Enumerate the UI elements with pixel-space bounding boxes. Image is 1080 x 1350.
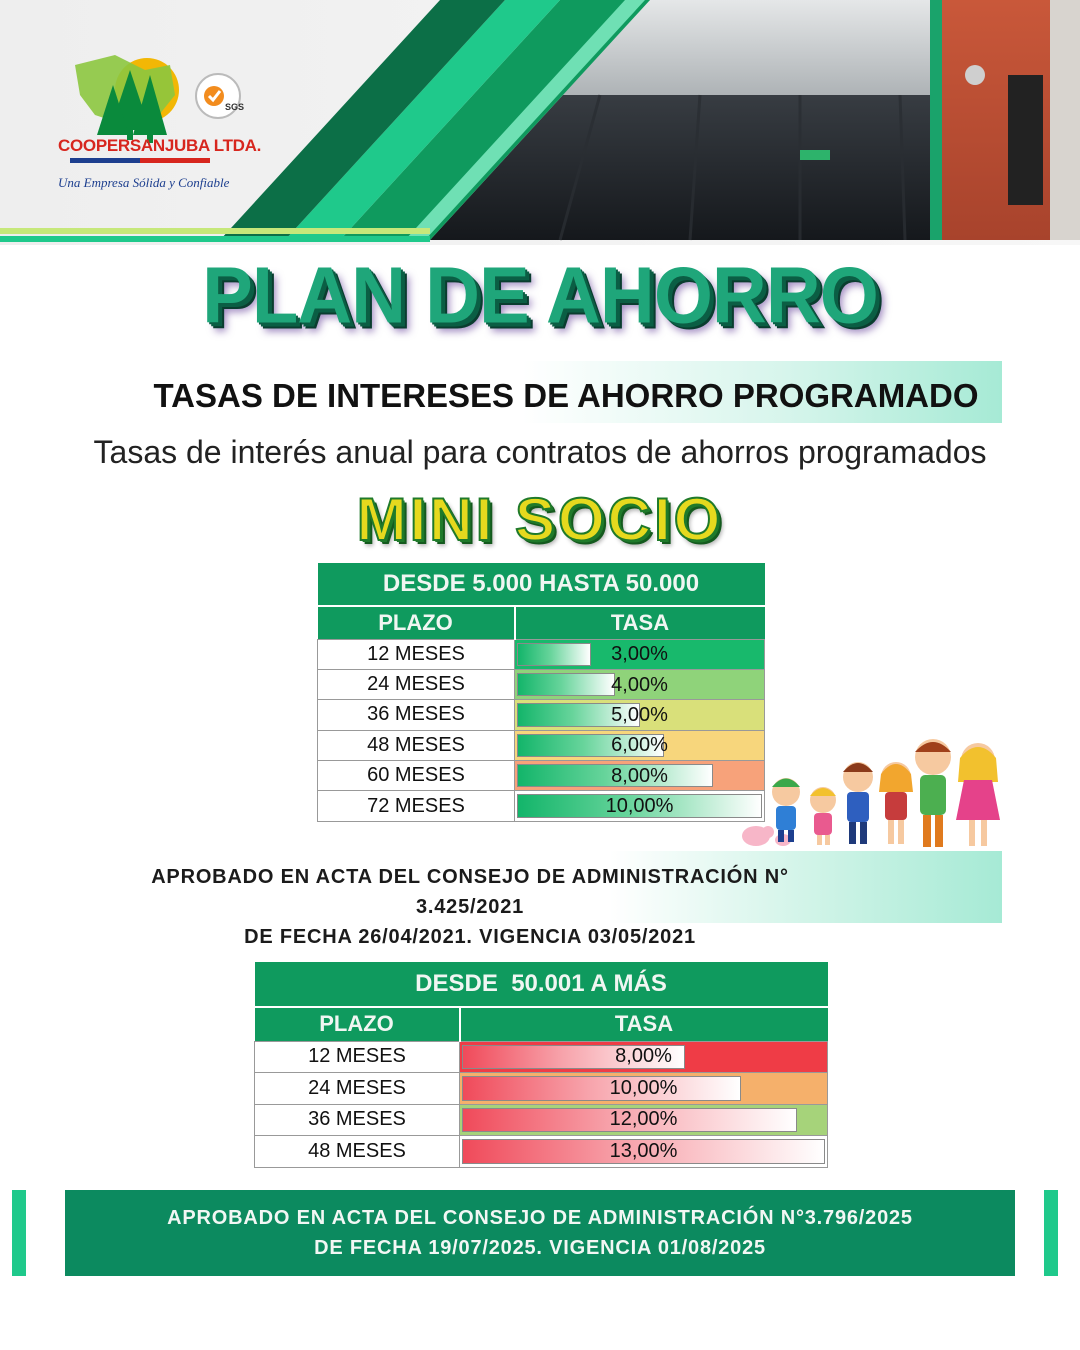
rate-value: 13,00%: [609, 1139, 678, 1162]
tasa-cell: [460, 1136, 828, 1168]
plazo-cell: 24 MESES: [318, 669, 515, 699]
plazo-cell: 60 MESES: [318, 761, 515, 791]
column-header-tasa: TASA: [515, 606, 765, 639]
sgs-check-badge-icon: [194, 72, 245, 120]
certification-label: SGS: [225, 102, 245, 112]
tasa-cell: [515, 639, 765, 669]
brand-slogan: Una Empresa Sólida y Confiable: [58, 175, 230, 190]
rate-value: 10,00%: [605, 795, 674, 818]
children-group-icon: [738, 732, 1008, 854]
table-row: [318, 730, 765, 760]
table-heading: DESDE 50.001 A MÁS: [255, 962, 828, 1007]
table-row: [318, 761, 765, 791]
plazo-cell: 36 MESES: [255, 1104, 460, 1136]
note-line: DE FECHA 19/07/2025. VIGENCIA 01/08/2025: [314, 1237, 766, 1259]
table-row: [255, 1136, 828, 1168]
rates-table-large: [254, 962, 828, 1168]
column-header-plazo: PLAZO: [255, 1007, 460, 1041]
brand-name: COOPERSANJUBA LTDA.: [58, 136, 262, 155]
column-header-tasa: TASA: [460, 1007, 828, 1041]
plazo-cell: 12 MESES: [255, 1041, 460, 1073]
tasa-cell: [515, 791, 765, 821]
plazo-cell: 36 MESES: [318, 700, 515, 730]
plazo-cell: 72 MESES: [318, 791, 515, 821]
plazo-cell: 12 MESES: [318, 639, 515, 669]
rate-value: 8,00%: [611, 764, 668, 787]
header-banner: [0, 0, 1080, 245]
tasa-cell: [460, 1104, 828, 1136]
tasa-cell: [515, 761, 765, 791]
page-title: PLAN DE AHORRO: [202, 250, 878, 341]
table-row: [318, 639, 765, 669]
note-line: APROBADO EN ACTA DEL CONSEJO DE ADMINISTRACIÓN N° 3.425/2021: [151, 866, 789, 918]
table-row: [255, 1041, 828, 1073]
note-line: APROBADO EN ACTA DEL CONSEJO DE ADMINISTRACIÓN N°3.796/2025: [167, 1207, 913, 1229]
tasa-cell: [460, 1073, 828, 1105]
rate-value: 3,00%: [611, 643, 668, 666]
tasa-cell: [460, 1041, 828, 1073]
side-accent-right: [1044, 1190, 1058, 1276]
side-accent-left: [12, 1190, 26, 1276]
tasa-cell: [515, 730, 765, 760]
rates-table-small: [317, 563, 765, 822]
plazo-cell: 48 MESES: [255, 1136, 460, 1168]
note-line: DE FECHA 26/04/2021. VIGENCIA 03/05/2021: [244, 926, 696, 948]
column-header-plazo: PLAZO: [318, 606, 515, 639]
table-heading: DESDE 5.000 HASTA 50.000: [318, 563, 765, 606]
approval-note-2021: [130, 862, 810, 952]
rate-value: 10,00%: [609, 1076, 678, 1099]
plazo-cell: 24 MESES: [255, 1073, 460, 1105]
brand-underline: [70, 158, 210, 163]
plazo-cell: 48 MESES: [318, 730, 515, 760]
table-row: [255, 1104, 828, 1136]
rate-value: 6,00%: [611, 734, 668, 757]
rate-value: 8,00%: [615, 1045, 672, 1068]
table-row: [318, 791, 765, 821]
tasa-cell: [515, 700, 765, 730]
table-row: [255, 1073, 828, 1105]
table-row: [318, 700, 765, 730]
rate-value: 4,00%: [611, 673, 668, 696]
tasa-cell: [515, 669, 765, 699]
description: Tasas de interés anual para contratos de ahorros programados: [93, 434, 987, 470]
approval-note-2025: [65, 1203, 1015, 1263]
table-row: [318, 669, 765, 699]
rate-value: 12,00%: [609, 1108, 678, 1131]
rate-value: 5,00%: [611, 703, 668, 726]
subtitle: TASAS DE INTERESES DE AHORRO PROGRAMADO: [153, 377, 979, 414]
product-name: MINI SOCIO: [356, 486, 724, 553]
